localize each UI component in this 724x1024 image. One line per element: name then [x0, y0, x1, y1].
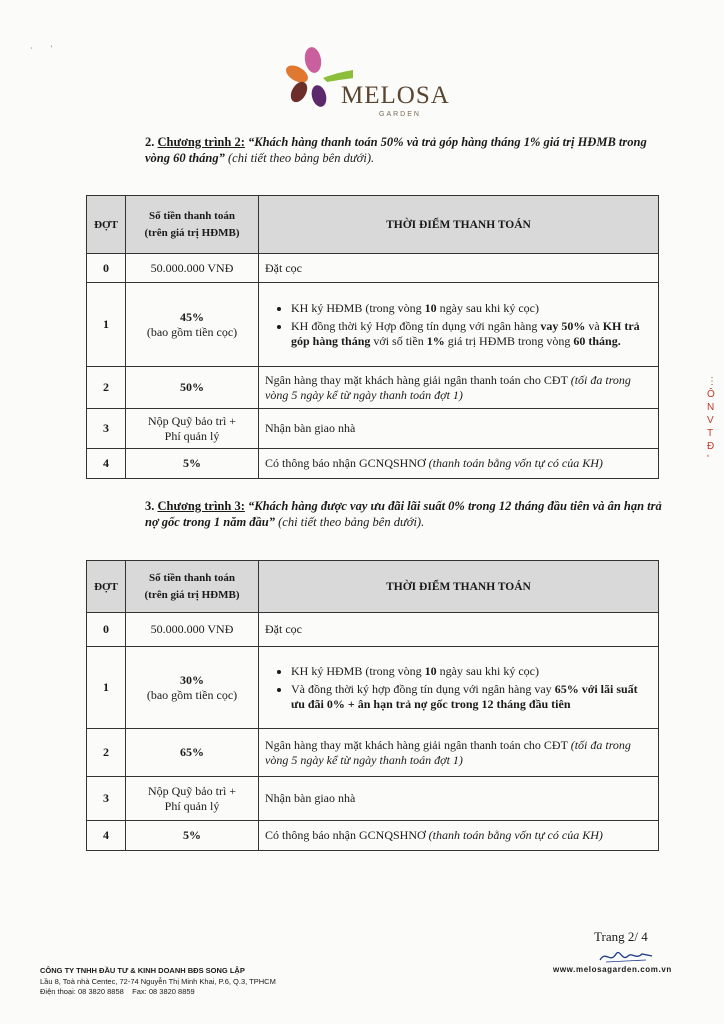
scan-specks: · ' [30, 44, 53, 53]
bullet-list [265, 664, 652, 712]
program-3-note: (chi tiết theo bảng bên dưới). [278, 515, 425, 529]
footer-fax: Fax: 08 3820 8859 [132, 987, 195, 996]
list-item: • KH đồng thời ký Hợp đồng tín dụng với ngân hàng vay 50% và KH trả góp hàng tháng với số tiền 1% giá trị HĐMB trong vòng 60 tháng. [291, 319, 652, 349]
footer [40, 966, 276, 998]
header-dot: ĐỢT [87, 196, 126, 254]
table-row: 0 50.000.000 VNĐ Đặt cọc [87, 613, 659, 647]
footer-company: CÔNG TY TNHH ĐẦU TƯ & KINH DOANH BĐS SONG LẬP [40, 966, 245, 975]
table-row: 4 5% Có thông báo nhận GCNQSHNƠ (thanh toán bằng vốn tự có của KH) [87, 449, 659, 479]
program-3-number: 3. [145, 499, 155, 513]
red-stamp-fragment: ⋮ Ô N V T Đ ʹ [707, 376, 717, 465]
program-2-note: (chi tiết theo bảng bên dưới). [228, 151, 375, 165]
table-row: 4 5% Có thông báo nhận GCNQSHNƠ (thanh toán bằng vốn tự có của KH) [87, 821, 659, 851]
table-row: 3 Nộp Quỹ bảo trì + Phí quản lý Nhận bàn giao nhà [87, 777, 659, 821]
header-amount: Số tiền thanh toán (trên giá trị HĐMB) [126, 561, 259, 613]
program-3-heading [145, 498, 665, 530]
header-time: THỜI ĐIỂM THANH TOÁN [259, 196, 659, 254]
logo-name: MELOSA [341, 82, 450, 109]
program-2-label: Chương trình 2: [157, 135, 245, 149]
list-item: • Và đồng thời ký hợp đồng tín dụng với ngân hàng vay 65% với lãi suất ưu đãi 0% + ân hạn trả nợ gốc trong 12 tháng đầu tiên [291, 682, 652, 712]
payment-table-program-3 [86, 560, 659, 851]
table-row: 1 30% (bao gồm tiền cọc) • KH ký HĐMB (trong vòng 10 ngày sau khi ký cọc) • Và đồng thời ký hợp đồng tín dụng với ngân hàng vay 65% với lãi suất ưu đãi 0% + ân hạn trả nợ gốc trong 12 tháng đầu tiên [87, 647, 659, 729]
table-header-row [87, 561, 659, 613]
footer-contact [40, 987, 276, 998]
signature-icon [596, 944, 656, 966]
header-amount: Số tiền thanh toán (trên giá trị HĐMB) [126, 196, 259, 254]
table-header-row [87, 196, 659, 254]
header-time: THỜI ĐIỂM THANH TOÁN [259, 561, 659, 613]
footer-phone: Điện thoại: 08 3820 8858 [40, 987, 124, 996]
list-item: • KH ký HĐMB (trong vòng 10 ngày sau khi ký cọc) [291, 664, 652, 679]
table-row: 1 45% (bao gồm tiền cọc) • KH ký HĐMB (trong vòng 10 ngày sau khi ký cọc) • KH đồng thời ký Hợp đồng tín dụng với ngân hàng vay 50% và KH trả góp hàng tháng với số tiền 1% giá trị HĐMB trong vòng 60 tháng. [87, 283, 659, 367]
table-row: 0 50.000.000 VNĐ Đặt cọc [87, 254, 659, 283]
page-number: Trang 2/ 4 [594, 929, 648, 944]
table-row: 2 65% Ngân hàng thay mặt khách hàng giải ngân thanh toán cho CĐT (tối đa trong vòng 5 ngày kể từ ngày thanh toán đợt 1) [87, 729, 659, 777]
footer-address: Lầu 8, Toà nhà Centec, 72-74 Nguyễn Thị Minh Khai, P.6, Q.3, TPHCM [40, 976, 276, 986]
program-2-title: “Khách hàng thanh toán 50% và trả góp hàng tháng 1% giá trị HĐMB trong vòng 60 tháng” [145, 135, 647, 165]
melosa-garden-logo [283, 44, 463, 124]
program-2-number: 2. [145, 135, 155, 149]
payment-table-program-2 [86, 195, 659, 479]
program-3-label: Chương trình 3: [157, 499, 245, 513]
table-row: 3 Nộp Quỹ bảo trì + Phí quản lý Nhận bàn giao nhà [87, 409, 659, 449]
footer-website[interactable]: www.melosagarden.com.vn [553, 965, 672, 974]
list-item: • KH ký HĐMB (trong vòng 10 ngày sau khi ký cọc) [291, 301, 652, 316]
header-dot: ĐỢT [87, 561, 126, 613]
logo-subtitle: GARDEN [379, 111, 421, 118]
table-row: 2 50% Ngân hàng thay mặt khách hàng giải ngân thanh toán cho CĐT (tối đa trong vòng 5 ngày kể từ ngày thanh toán đợt 1) [87, 367, 659, 409]
program-2-heading [145, 134, 665, 166]
program-3-title: “Khách hàng được vay ưu đãi lãi suất 0% trong 12 tháng đầu tiên và ân hạn trả nợ gốc trong 1 năm đầu” [145, 499, 662, 529]
bullet-list [265, 301, 652, 349]
